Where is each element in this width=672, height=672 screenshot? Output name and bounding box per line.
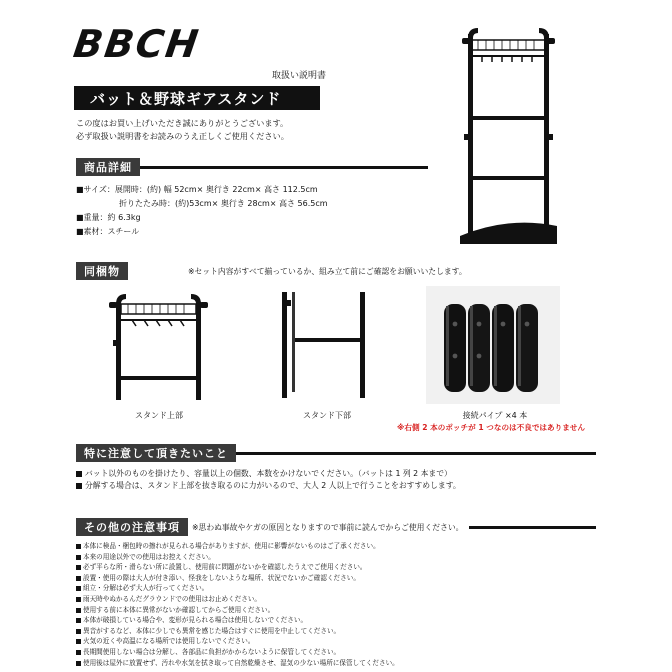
- attention-heading-label: 特に注意して頂きたいこと: [76, 444, 236, 462]
- pipes-caption: 接続パイプ ×4 本: [462, 411, 528, 420]
- contents-heading: [76, 262, 596, 280]
- manual-label: 取扱い説明書: [272, 71, 327, 81]
- other-note: ※思わぬ事故やケガの原因となりますので事前に読んでからご使用ください。: [192, 522, 464, 532]
- contents-note: ※セット内容がすべて揃っているか、組み立て前にご確認をお願いいたします。: [188, 266, 467, 276]
- stand-bottom-image: [270, 290, 380, 402]
- details-heading-label: 商品詳細: [76, 158, 140, 176]
- details-heading: [76, 158, 428, 176]
- intro-text: [76, 117, 289, 143]
- size-folded: 折りたたみ時：(約)53cm× 奥行き 28cm× 高さ 56.5cm: [119, 199, 328, 208]
- attention-heading: [76, 444, 596, 462]
- details-spec: [76, 183, 328, 239]
- intro-line: 必ず取扱い説明書をお読みのうえ正しくご使用ください。: [76, 131, 289, 141]
- stand-top-image: [104, 290, 214, 402]
- weight: ■重量：約 6.3kg: [76, 213, 141, 222]
- pipes-image: [440, 300, 550, 396]
- intro-line: この度はお買い上げいただき誠にありがとうございます。: [76, 118, 289, 128]
- other-item: 組立・分解は必ず大人が行ってください。: [76, 583, 399, 594]
- attention-item: 分解する場合は、スタンド上部を抜き取るのに力がいるので、大人 2 人以上で行うことをおすすめします。: [76, 480, 461, 492]
- other-item: 長期間使用しない場合は分解し、各部品に負担がかからないように保管してください。: [76, 647, 399, 658]
- other-item: 使用後は屋外に放置せず、汚れや水気を拭き取って自然乾燥させ、湿気の少ない場所に保管してください。: [76, 658, 399, 669]
- stand-bottom-caption: スタンド下部: [303, 411, 351, 420]
- material: ■素材：スチール: [76, 227, 140, 236]
- stand-top-caption: スタンド上部: [135, 411, 183, 420]
- attention-heading-rule: [236, 452, 596, 455]
- other-item: 必ず平らな所・滑らない所に設置し、使用前に問題がないかを確認したうえでご使用ください。: [76, 562, 399, 573]
- other-item: 使用する前に本体に異常がないか確認してからご使用ください。: [76, 605, 399, 616]
- product-image-assembled: [456, 26, 566, 248]
- size-open: 展開時：(約) 幅 52cm× 奥行き 22cm× 高さ 112.5cm: [114, 185, 318, 194]
- product-title: [74, 86, 320, 110]
- other-list: [76, 541, 399, 668]
- other-item: 本体が破損している場合や、変形が見られる場合は使用しないでください。: [76, 615, 399, 626]
- attention-item: バット以外のものを掛けたり、容量以上の個数、本数をかけないでください。（バットは 1 列 2 本まで）: [76, 468, 461, 480]
- other-item: 異音がするなど、本体に少しでも異常を感じた場合はすぐに使用を中止してください。: [76, 626, 399, 637]
- other-item: 本体に検品・梱包時の擦れが見られる場合がありますが、使用に影響がないものはご了承ください。: [76, 541, 399, 552]
- size-label: ■サイズ：: [76, 185, 115, 194]
- other-item: 火気の近くや高温になる場所では使用しないでください。: [76, 636, 399, 647]
- other-item: 本来の用途以外での使用はお控えください。: [76, 552, 399, 563]
- other-heading-label: その他の注意事項: [76, 518, 188, 536]
- other-item: 設置・使用の際は大人が付き添い、怪我をしないような場所、状況でないかご確認ください。: [76, 573, 399, 584]
- product-title-text: バット＆野球ギアスタンド: [90, 89, 282, 108]
- attention-list: [76, 468, 461, 492]
- other-heading: [76, 518, 596, 536]
- pipe-warning: ※右側 2 本のポッチが 1 つなのは不良ではありません: [397, 423, 585, 432]
- other-item: 雨天時やぬかるんだグラウンドでの使用はお止めください。: [76, 594, 399, 605]
- other-heading-rule: [469, 526, 596, 529]
- brand-logo: BBCH: [70, 22, 203, 66]
- contents-heading-label: 同梱物: [76, 262, 128, 280]
- details-heading-rule: [140, 166, 428, 169]
